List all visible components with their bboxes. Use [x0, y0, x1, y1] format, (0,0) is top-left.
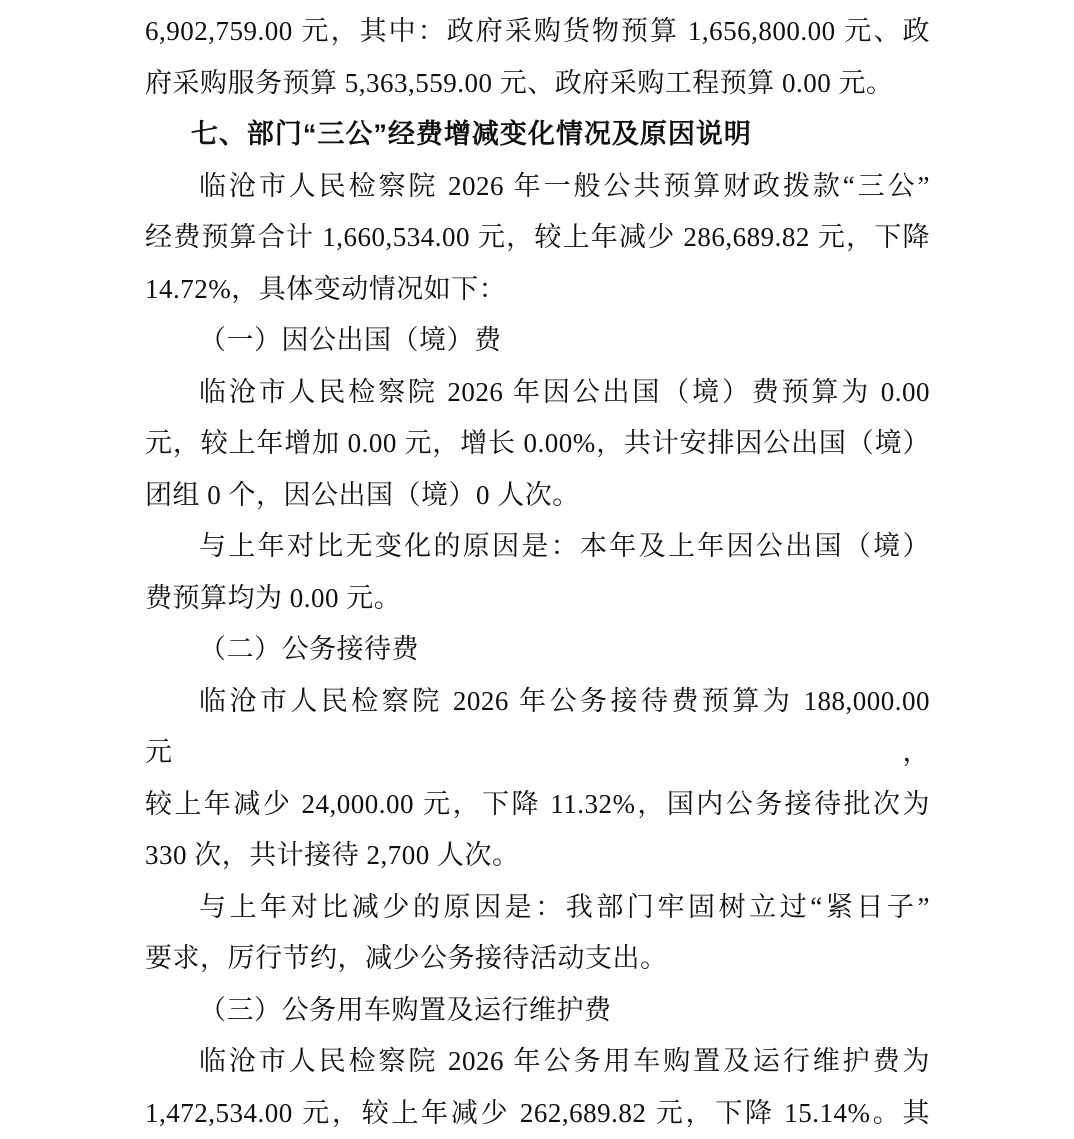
document-line: 与上年对比减少的原因是：我部门牢固树立过“紧日子” — [145, 882, 930, 934]
document-line: 6,902,759.00 元，其中：政府采购货物预算 1,656,800.00 元、政 — [145, 6, 930, 58]
document-line: 临沧市人民检察院 2026 年因公出国（境）费预算为 0.00 — [145, 367, 930, 419]
document-line: 临沧市人民检察院 2026 年公务用车购置及运行维护费为 — [145, 1036, 930, 1088]
subsection-heading-2: （二）公务接待费 — [145, 624, 930, 676]
document-line: 要求，厉行节约，减少公务接待活动支出。 — [145, 933, 930, 985]
document-line: 330 次，共计接待 2,700 人次。 — [145, 830, 930, 882]
subsection-heading-1: （一）因公出国（境）费 — [145, 315, 930, 367]
document-line: 与上年对比无变化的原因是：本年及上年因公出国（境） — [145, 521, 930, 573]
document-line: 1,472,534.00 元，较上年减少 262,689.82 元，下降 15.14%。其 — [145, 1088, 930, 1139]
document-line: 府采购服务预算 5,363,559.00 元、政府采购工程预算 0.00 元。 — [145, 58, 930, 110]
document-line: 较上年减少 24,000.00 元，下降 11.32%，国内公务接待批次为 — [145, 779, 930, 831]
document-line: 元，较上年增加 0.00 元，增长 0.00%，共计安排因公出国（境） — [145, 418, 930, 470]
document-line: 经费预算合计 1,660,534.00 元，较上年减少 286,689.82 元，下降 — [145, 212, 930, 264]
document-line: 团组 0 个，因公出国（境）0 人次。 — [145, 470, 930, 522]
document-line: 14.72%，具体变动情况如下： — [145, 264, 930, 316]
document-line: 费预算均为 0.00 元。 — [145, 573, 930, 625]
document-line: 临沧市人民检察院 2026 年一般公共预算财政拨款“三公” — [145, 161, 930, 213]
subsection-heading-3: （三）公务用车购置及运行维护费 — [145, 985, 930, 1037]
document-line: 临沧市人民检察院 2026 年公务接待费预算为 188,000.00 元， — [145, 676, 930, 779]
section-heading: 七、部门“三公”经费增减变化情况及原因说明 — [145, 109, 930, 161]
